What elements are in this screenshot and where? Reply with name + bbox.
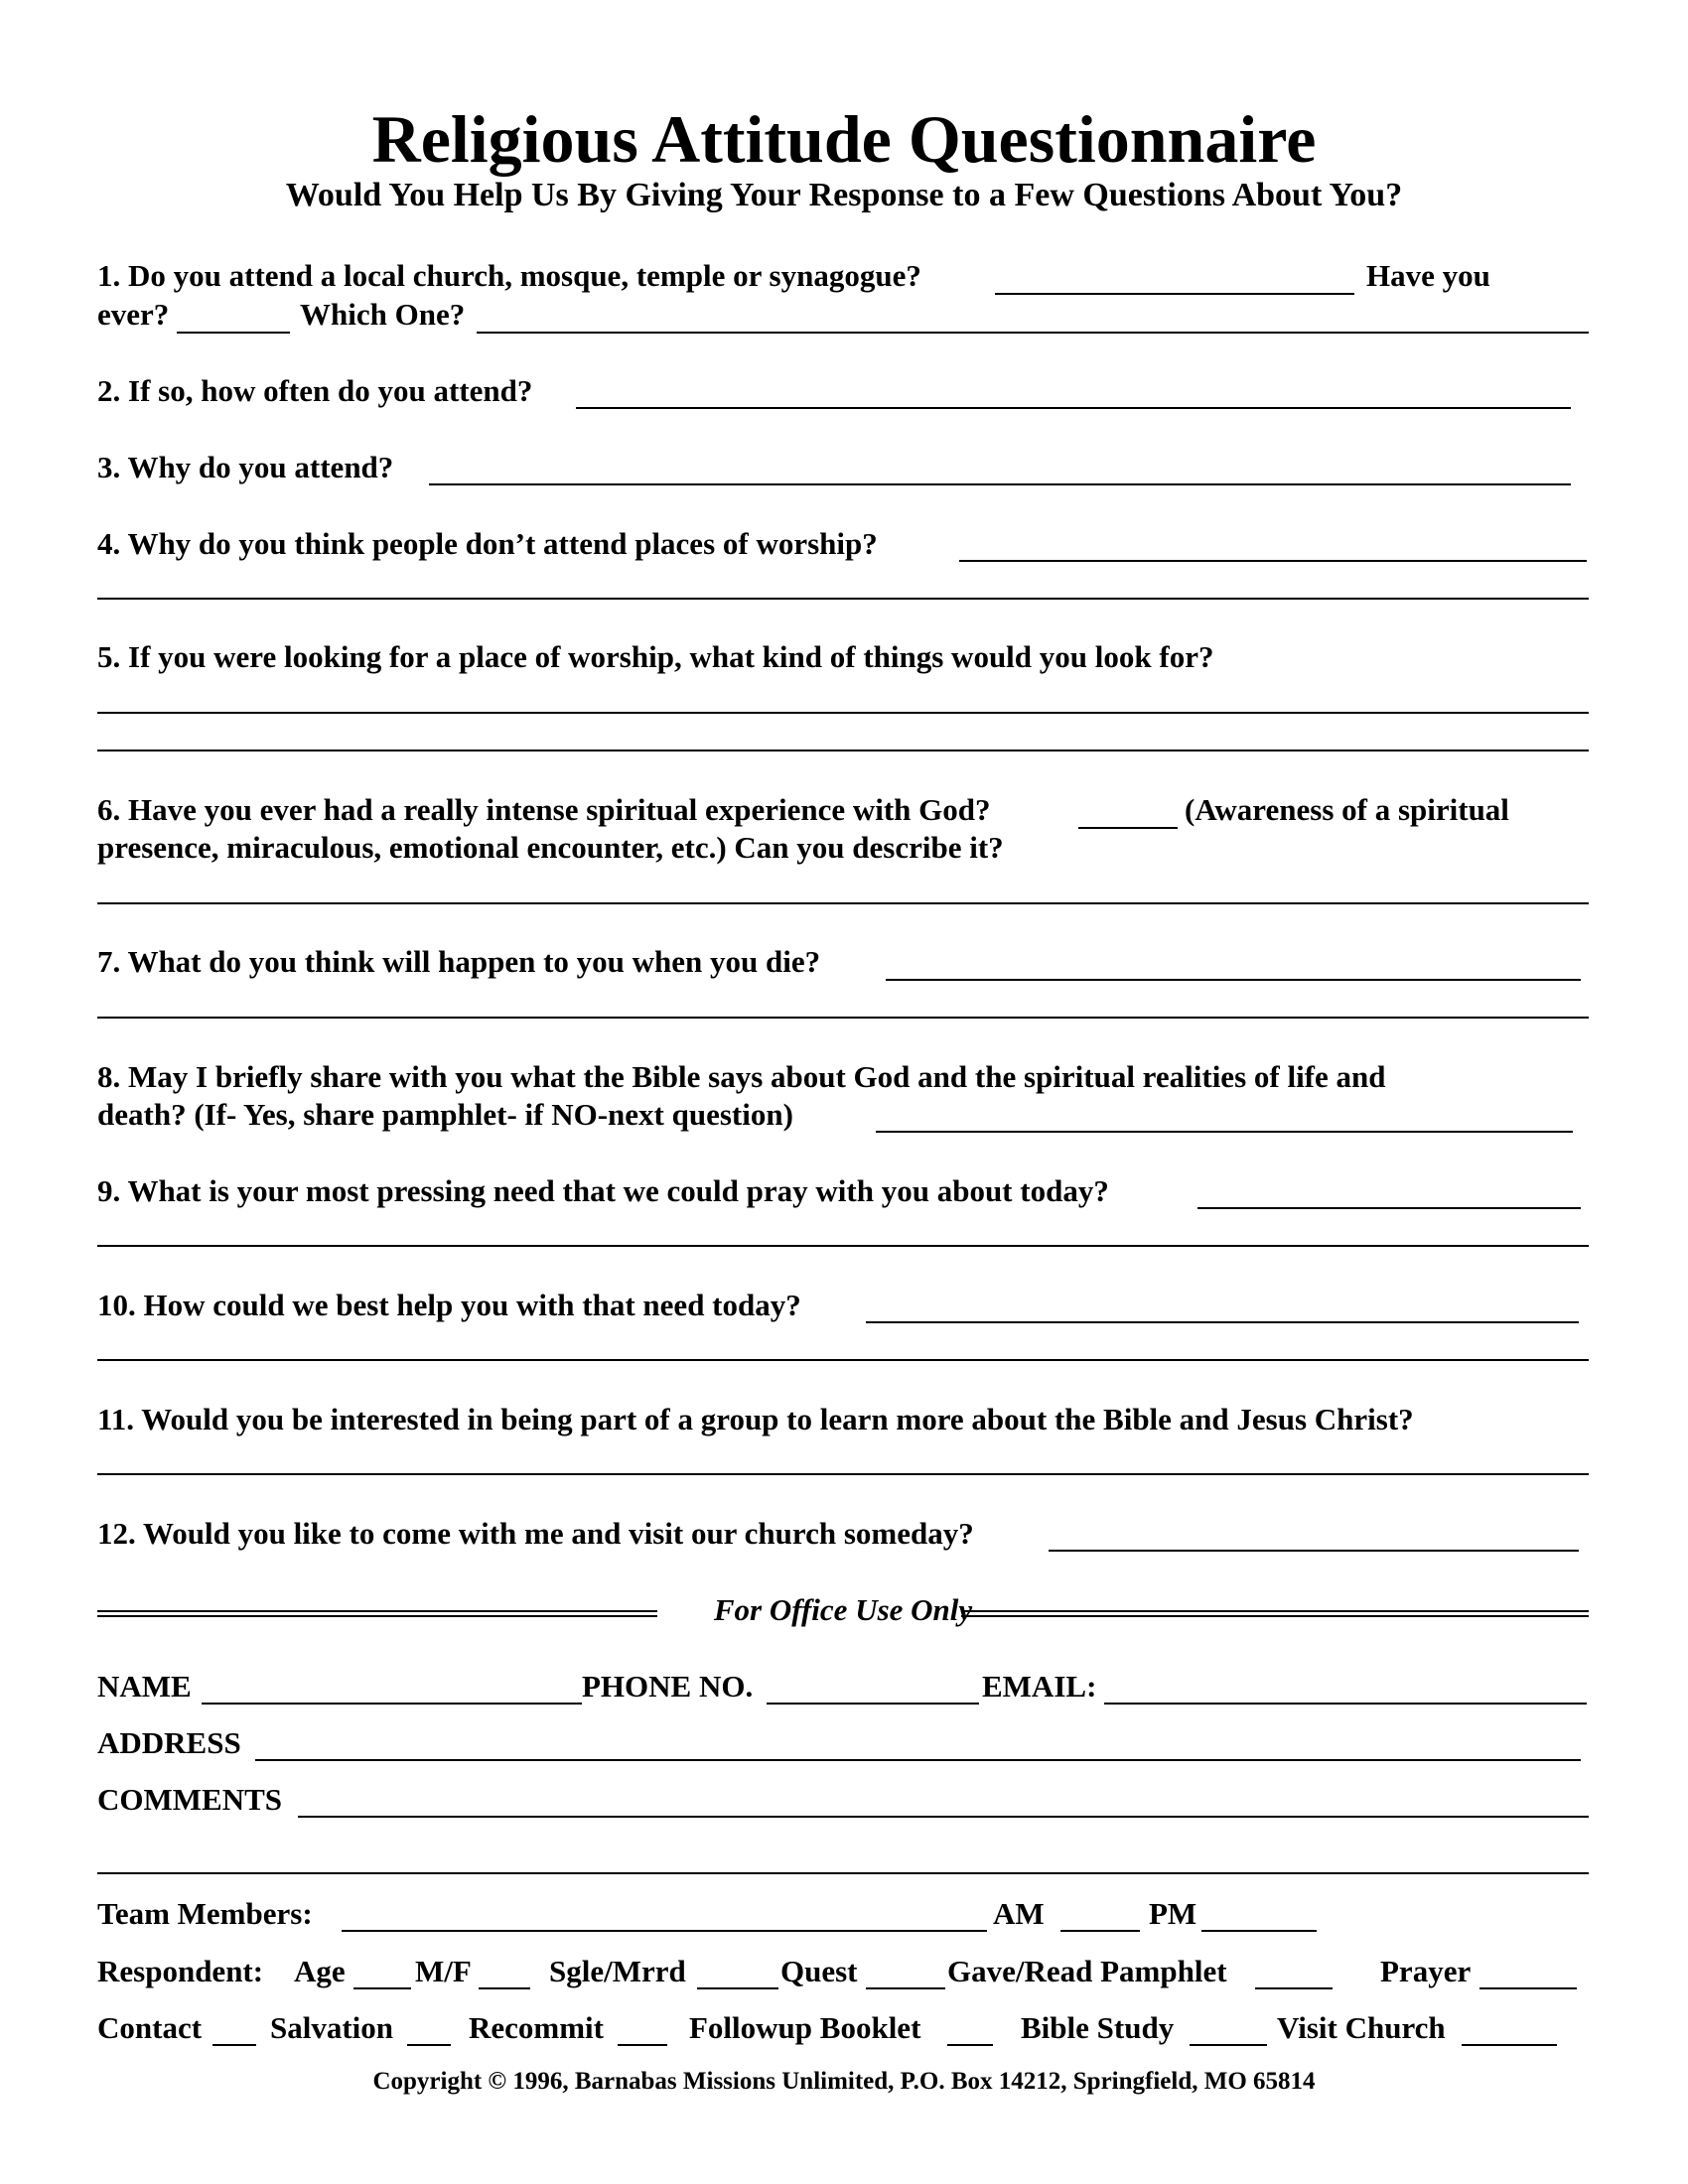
question-5-text: 5. If you were looking for a place of worship, what kind of things would you look for?	[97, 639, 1214, 674]
question-11-text: 11. Would you be interested in being part of a group to learn more about the Bible and Jesus Christ?	[97, 1402, 1414, 1436]
bible-study-field-line[interactable]	[1190, 2044, 1267, 2046]
age-field-line[interactable]	[353, 1987, 411, 1989]
question-6-aside: (Awareness of a spiritual	[1185, 792, 1509, 827]
question-10-answer-line-2[interactable]	[97, 1359, 1589, 1361]
followup-field-line[interactable]	[947, 2044, 993, 2046]
email-label: EMAIL:	[982, 1669, 1097, 1704]
age-label: Age	[294, 1954, 346, 1988]
phone-field-line[interactable]	[767, 1703, 979, 1705]
pm-label: PM	[1149, 1896, 1197, 1931]
phone-label: PHONE NO.	[582, 1669, 754, 1704]
question-11-answer-line[interactable]	[97, 1473, 1589, 1475]
question-3-answer-line[interactable]	[429, 483, 1571, 485]
question-4-text: 4. Why do you think people don’t attend places of worship?	[97, 526, 878, 561]
question-1-text: 1. Do you attend a local church, mosque, temple or synagogue?	[97, 258, 921, 293]
name-label: NAME	[97, 1669, 192, 1704]
bible-study-label: Bible Study	[1021, 2010, 1175, 2045]
question-1-which-label: Which One?	[300, 297, 466, 332]
comments-field-line[interactable]	[298, 1816, 1589, 1818]
prayer-label: Prayer	[1380, 1954, 1472, 1988]
question-4-answer-line-2[interactable]	[97, 598, 1589, 600]
question-12-answer-line[interactable]	[1049, 1550, 1579, 1552]
visit-church-label: Visit Church	[1277, 2010, 1446, 2045]
am-field-line[interactable]	[1060, 1930, 1140, 1932]
quest-field-line[interactable]	[866, 1987, 945, 1989]
prayer-field-line[interactable]	[1479, 1987, 1577, 1989]
comments-field-line-2[interactable]	[97, 1872, 1589, 1874]
question-2-text: 2. If so, how often do you attend?	[97, 373, 533, 408]
mf-label: M/F	[415, 1954, 472, 1988]
question-5-answer-line-1[interactable]	[97, 712, 1589, 714]
question-2-answer-line[interactable]	[576, 407, 1571, 409]
question-9-answer-line-2[interactable]	[97, 1245, 1589, 1247]
question-1-ever-line[interactable]	[177, 332, 290, 334]
address-label: ADDRESS	[97, 1725, 241, 1760]
question-10-text: 10. How could we best help you with that need today?	[97, 1288, 801, 1322]
comments-label: COMMENTS	[97, 1782, 282, 1817]
office-use-label: For Office Use Only	[713, 1592, 973, 1627]
contact-label: Contact	[97, 2010, 203, 2045]
sgle-mrrd-field-line[interactable]	[697, 1987, 778, 1989]
sgle-mrrd-label: Sgle/Mrrd	[549, 1954, 686, 1988]
question-8-answer-line[interactable]	[876, 1131, 1573, 1133]
question-3-text: 3. Why do you attend?	[97, 450, 394, 484]
question-6-text: 6. Have you ever had a really intense spiritual experience with God?	[97, 792, 991, 827]
question-8-text: 8. May I briefly share with you what the Bible says about God and the spiritual realities of life and	[97, 1059, 1386, 1094]
team-members-line[interactable]	[342, 1930, 987, 1932]
salvation-label: Salvation	[270, 2010, 394, 2045]
quest-label: Quest	[780, 1954, 858, 1988]
question-5-answer-line-2[interactable]	[97, 750, 1589, 751]
question-4-answer-line[interactable]	[959, 560, 1587, 562]
respondent-label: Respondent:	[97, 1954, 264, 1988]
page-title: Religious Attitude Questionnaire	[371, 101, 1317, 177]
question-6-text-line-2: presence, miraculous, emotional encounter, etc.) Can you describe it?	[97, 830, 1004, 865]
question-9-answer-line[interactable]	[1197, 1207, 1581, 1209]
question-8-text-line-2: death? (If- Yes, share pamphlet- if NO-next question)	[97, 1097, 793, 1132]
question-9-text: 9. What is your most pressing need that we could pray with you about today?	[97, 1173, 1109, 1208]
email-field-line[interactable]	[1104, 1703, 1587, 1705]
question-7-answer-line-2[interactable]	[97, 1017, 1589, 1019]
followup-label: Followup Booklet	[689, 2010, 921, 2045]
recommit-label: Recommit	[469, 2010, 604, 2045]
question-7-answer-line[interactable]	[886, 979, 1581, 981]
address-field-line[interactable]	[255, 1759, 1581, 1761]
question-12-text: 12. Would you like to come with me and visit our church someday?	[97, 1516, 974, 1551]
copyright-text: Copyright © 1996, Barnabas Missions Unlimited, P.O. Box 14212, Springfield, MO 65814	[372, 2068, 1316, 2095]
salvation-field-line[interactable]	[407, 2044, 451, 2046]
am-label: AM	[993, 1896, 1045, 1931]
pm-field-line[interactable]	[1201, 1930, 1317, 1932]
mf-field-line[interactable]	[479, 1987, 530, 1989]
question-1-have-you-label: Have you	[1366, 258, 1490, 293]
gave-read-label: Gave/Read Pamphlet	[947, 1954, 1227, 1988]
team-members-label: Team Members:	[97, 1896, 313, 1931]
contact-field-line[interactable]	[212, 2044, 256, 2046]
visit-church-field-line[interactable]	[1462, 2044, 1557, 2046]
office-use-header	[97, 1591, 1589, 1629]
question-10-answer-line[interactable]	[866, 1321, 1579, 1323]
name-field-line[interactable]	[202, 1703, 582, 1705]
page-subtitle: Would You Help Us By Giving Your Response to a Few Questions About You?	[285, 177, 1403, 213]
question-6-yes-no-line[interactable]	[1078, 827, 1178, 829]
question-1-ever-label: ever?	[97, 297, 170, 332]
question-1-which-line[interactable]	[477, 332, 1589, 334]
question-7-text: 7. What do you think will happen to you when you die?	[97, 944, 821, 979]
recommit-field-line[interactable]	[618, 2044, 667, 2046]
question-6-answer-line[interactable]	[97, 902, 1589, 904]
gave-read-field-line[interactable]	[1255, 1987, 1333, 1989]
question-1-answer-line[interactable]	[995, 293, 1354, 295]
